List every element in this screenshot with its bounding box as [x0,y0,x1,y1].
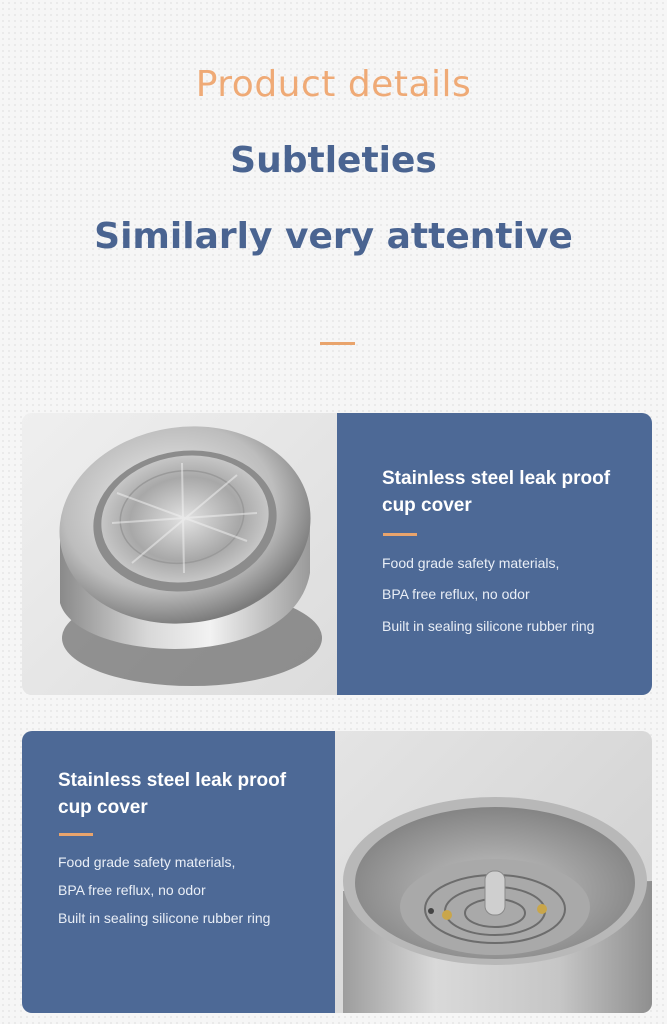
card-title: Stainless steel leak proof cup cover [58,770,287,818]
accent-divider [320,342,355,345]
feature-text: BPA free reflux, no odor [382,586,530,602]
subtitle-line-2: Similarly very attentive [94,216,573,257]
feature-text: Food grade safety materials, [382,555,560,571]
feature-text: Built in sealing silicone rubber ring [382,618,595,634]
cup-lid-image [22,413,337,695]
accent-divider [59,833,93,836]
card-title: Stainless steel leak proof cup cover [382,468,611,516]
feature-text: Built in sealing silicone rubber ring [58,910,271,926]
info-panel [22,731,335,1013]
cup-interior-image [335,731,652,1013]
accent-divider [383,533,417,536]
feature-card-lid [22,413,652,695]
feature-text: Food grade safety materials, [58,854,236,870]
section-title: Product details [195,64,472,105]
feature-text: BPA free reflux, no odor [58,882,206,898]
subtitle-line-1: Subtleties [230,140,437,181]
feature-card-cup [22,731,652,1013]
info-panel [337,413,652,695]
